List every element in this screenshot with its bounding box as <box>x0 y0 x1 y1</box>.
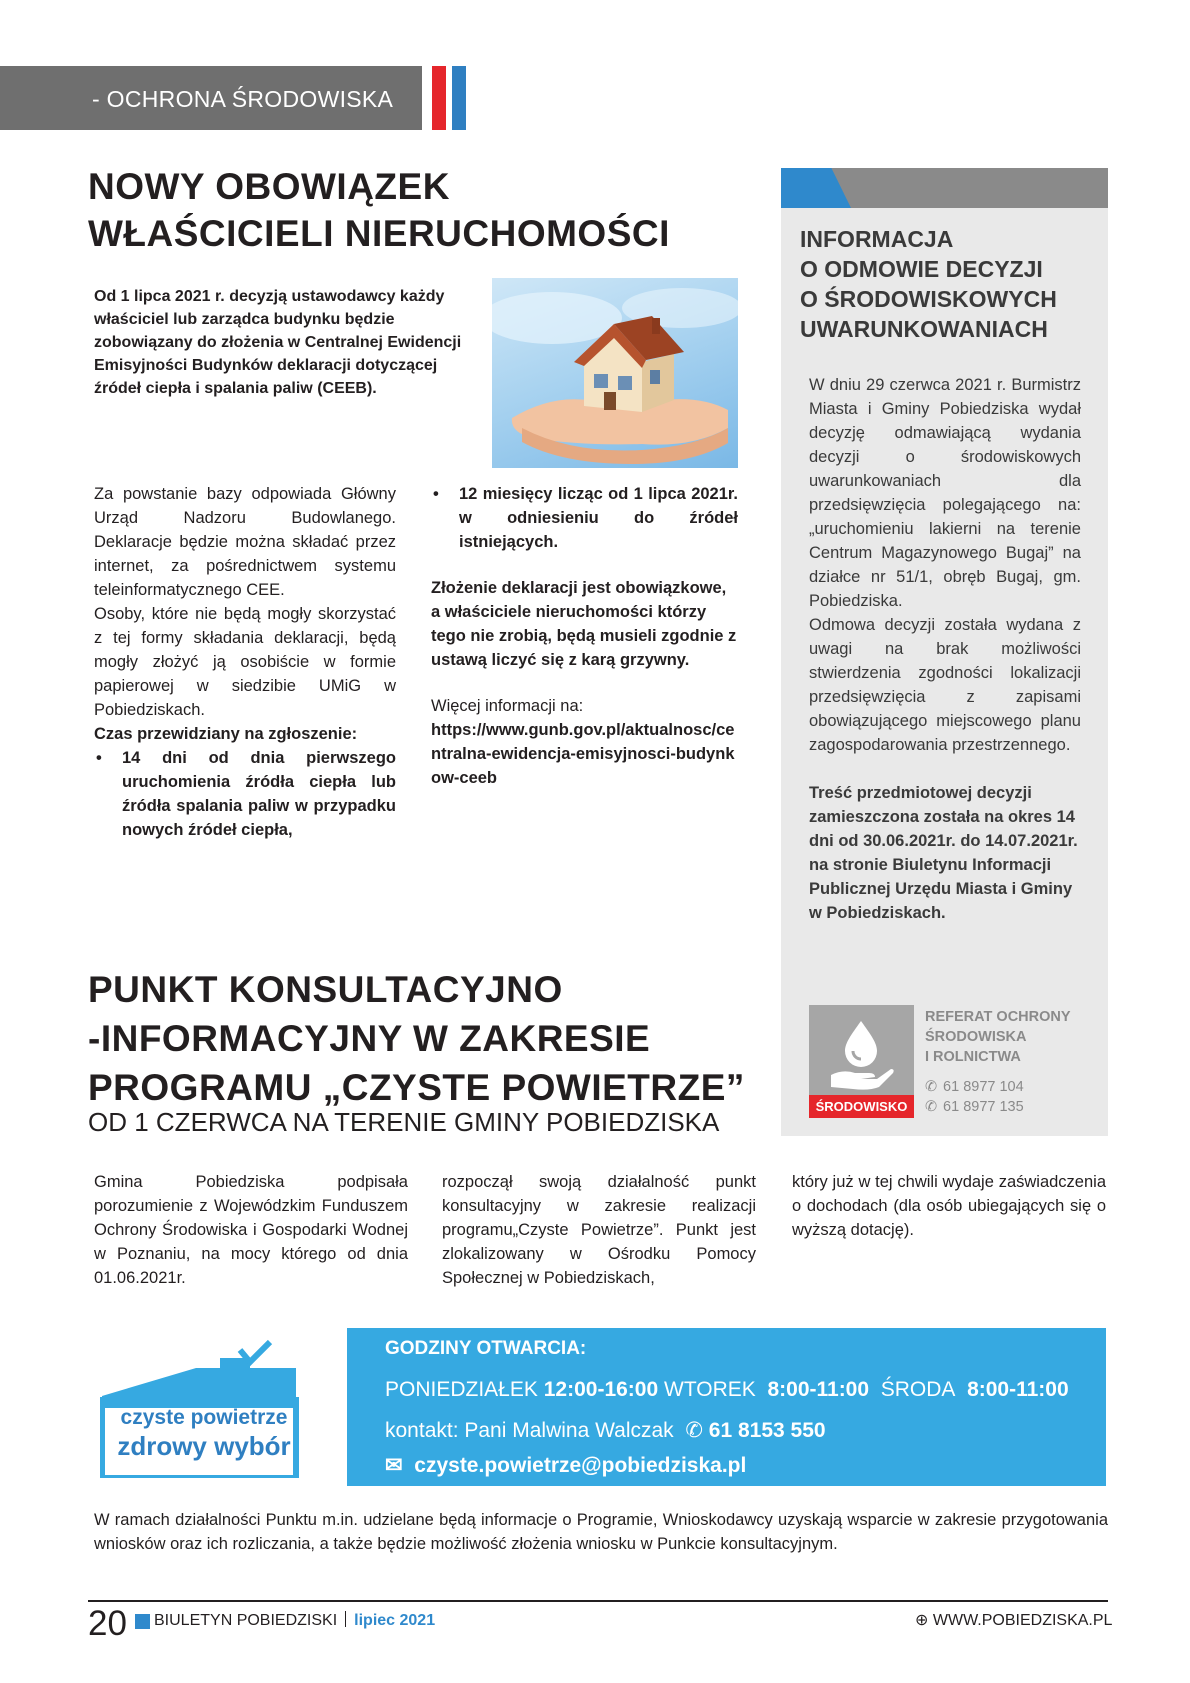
hand-icon <box>829 1055 895 1091</box>
deadline-title: Czas przewidziany na zgłoszenie: <box>94 725 358 743</box>
phone-icon: ✆ <box>679 1419 703 1442</box>
article2-title-line: PROGRAMU „CZYSTE POWIETRZE” <box>88 1067 745 1108</box>
day-label: WTOREK <box>664 1378 756 1401</box>
article1-lead: Od 1 lipca 2021 r. decyzją ustawodawcy każdy właściciel lub zarządca budynku będzie zobowiązany do złożenia w Centralnej Ewidencji Emisyjności Budynków deklaracji dotyczącej źródeł ciepła i spalania paliw (CEEB). <box>94 288 462 397</box>
opening-hours-box <box>347 1328 1106 1486</box>
article2-paragraph: Gmina Pobiedziska podpisała porozumienie z Wojewódzkim Funduszem Ochrony Środowiska i Gospodarki Wodnej w Poznaniu, na mocy którego od dnia 01.06.2021r. <box>94 1173 408 1287</box>
article2-column-1 <box>94 1170 408 1290</box>
sidebar-title-line: UWARUNKOWANIACH <box>800 316 1048 342</box>
phone-number: 61 8977 104 <box>943 1079 1024 1095</box>
phone-icon: ✆ <box>925 1079 938 1095</box>
red-stripe <box>432 66 446 130</box>
sidebar-title-line: O ŚRODOWISKOWYCH <box>800 286 1057 312</box>
house-in-hands-icon <box>492 278 738 468</box>
time-range: 8:00-11:00 <box>967 1378 1069 1401</box>
article2-column-2 <box>442 1170 756 1290</box>
contact-email[interactable]: czyste.powietrze@pobiedziska.pl <box>414 1454 747 1477</box>
article1-title-line: WŁAŚCICIELI NIERUCHOMOŚCI <box>88 213 670 254</box>
sidebar-title-line: O ODMOWIE DECYZJI <box>800 256 1043 282</box>
department-name <box>925 1007 1105 1067</box>
srodowisko-badge: ŚRODOWISKO <box>809 1095 914 1118</box>
article1-title-line: NOWY OBOWIĄZEK <box>88 166 450 207</box>
article2-title-line: -INFORMACYJNY W ZAKRESIE <box>88 1018 651 1059</box>
article1-paragraph: Za powstanie bazy odpowiada Główny Urząd Nadzoru Budowlanego. Deklaracje będzie można składać przez internet, za pośrednictwem systemu teleinformatycznego CEE. <box>94 485 396 599</box>
house-in-hands-photo <box>492 278 738 468</box>
article1-paragraph: Osoby, które nie będą mogły skorzystać z tej formy składania deklaracji, będą mogły złożyć ją osobiście w formie papierowej w siedzibie UMiG w Pobiedziskach. <box>94 605 396 719</box>
logo-text-line-1: czyste powietrze <box>120 1406 288 1429</box>
sidebar-title <box>800 224 1100 344</box>
more-info-link[interactable]: https://www.gunb.gov.pl/aktualnosc/centralna-ewidencja-emisyjnosci-budynkow-ceeb <box>431 721 735 787</box>
contact-row <box>385 1418 826 1443</box>
footer-square-icon <box>135 1614 150 1629</box>
article1-column-2 <box>431 482 738 790</box>
article2-subtitle: OD 1 CZERWCA NA TERENIE GMINY POBIEDZISKA <box>88 1107 720 1137</box>
deadline-list-continued <box>431 482 738 554</box>
section-header-bar <box>0 66 422 130</box>
sidebar-body <box>809 373 1081 925</box>
footer-publication <box>154 1610 435 1632</box>
list-item: • 14 dni od dnia pierwszego uruchomienia źródła ciepła lub źródła spalania paliw w przypadku nowych źródeł ciepła, <box>94 746 396 842</box>
sidebar-paragraph: Treść przedmiotowej decyzji zamieszczona została na okres 14 dni od 30.06.2021r. do 14.07.2021r. na stronie Biuletynu Informacji Publicznej Urzędu Miasta i Gminy w Pobiedziskach. <box>809 784 1078 922</box>
day-label: ŚRODA <box>880 1378 956 1401</box>
deadline-list <box>94 746 396 842</box>
obligation-text: Złożenie deklaracji jest obowiązkowe, a właściciele nieruchomości którzy tego nie zrobią, będą musieli zgodnie z ustawą liczyć się z karą grzywny. <box>431 579 737 669</box>
article2-note: W ramach działalności Punktu m.in. udzielane będą informacje o Programie, Wnioskodawcy uzyskają wsparcie w zakresie przygotowania wniosków oraz ich rozliczania, a także będzie możliwość złożenia wniosku w Punkcie konsultacyjnym. <box>94 1511 1108 1553</box>
opening-hours-row <box>385 1378 1069 1402</box>
article1-column-1 <box>94 482 396 842</box>
contact-phone: 61 8153 550 <box>708 1419 826 1442</box>
phone-number: 61 8977 135 <box>943 1099 1024 1115</box>
sidebar-paragraph: W dniu 29 czerwca 2021 r. Burmistrz Miasta i Gminy Pobiedziska wydał decyzję odmawiającą wydania decyzji o środowiskowych uwarunkowaniach dla przedsięwzięcia polegającego na: „uruchomieniu lakierni na terenie Centrum Magazynowego Bugaj” na działce nr 51/1, obręb Bugaj, gm. Pobiedziska. <box>809 376 1081 610</box>
department-name-line: REFERAT OCHRONY <box>925 1009 1071 1025</box>
footer-divider <box>88 1600 1108 1602</box>
website-link[interactable]: WWW.POBIEDZISKA.PL <box>932 1612 1113 1629</box>
srodowisko-logo <box>809 1005 914 1118</box>
article2-title <box>88 965 745 1112</box>
time-range: 8:00-11:00 <box>767 1378 870 1401</box>
email-row <box>385 1453 746 1478</box>
blue-stripe <box>452 66 466 130</box>
section-label: - OCHRONA ŚRODOWISKA <box>92 86 394 112</box>
article1-title <box>88 163 670 257</box>
list-item: • 12 miesięcy licząc od 1 lipca 2021r. w odniesieniu do źródeł istniejących. <box>431 482 738 554</box>
footer-website <box>915 1610 1112 1632</box>
opening-hours-title: GODZINY OTWARCIA: <box>385 1338 587 1359</box>
more-info-label: Więcej informacji na: <box>431 697 584 715</box>
department-phone-2 <box>925 1099 1024 1115</box>
page-number: 20 <box>88 1604 127 1643</box>
department-phone-1 <box>925 1079 1024 1095</box>
publication-name: BIULETYN POBIEDZISKI <box>154 1612 338 1629</box>
department-name-line: I ROLNICTWA <box>925 1049 1021 1065</box>
article2-title-line: PUNKT KONSULTACYJNO <box>88 969 563 1010</box>
sidebar-title-line: INFORMACJA <box>800 226 954 252</box>
publication-month: lipiec 2021 <box>354 1612 436 1629</box>
sidebar-paragraph: Odmowa decyzji została wydana z uwagi na brak możliwości stwierdzenia zgodności lokalizacji przedsięwzięcia z zapisami obowiązującego miejscowego planu zagospodarowania przestrzennego. <box>809 616 1081 754</box>
contact-label: kontakt: Pani Malwina Walczak <box>385 1419 674 1442</box>
time-range: 12:00-16:00 <box>543 1378 659 1401</box>
article2-paragraph: który już w tej chwili wydaje zaświadczenia o dochodach (dla osób ubiegających się o wyższą dotację). <box>792 1173 1106 1239</box>
logo-text-line-2: zdrowy wybór <box>117 1431 291 1461</box>
envelope-icon: ✉ <box>385 1454 409 1477</box>
globe-icon: ⊕ <box>915 1612 933 1629</box>
phone-icon: ✆ <box>925 1099 938 1115</box>
article2-paragraph: rozpoczął swoją działalność punkt konsultacyjny w zakresie realizacji programu„Czyste Powietrze”. Punkt jest zlokalizowany w Ośrodku Pomocy Społecznej w Pobiedziskach, <box>442 1173 756 1287</box>
article2-column-3 <box>792 1170 1106 1242</box>
day-label: PONIEDZIAŁEK <box>385 1378 538 1401</box>
department-name-line: ŚRODOWISKA <box>925 1029 1027 1045</box>
